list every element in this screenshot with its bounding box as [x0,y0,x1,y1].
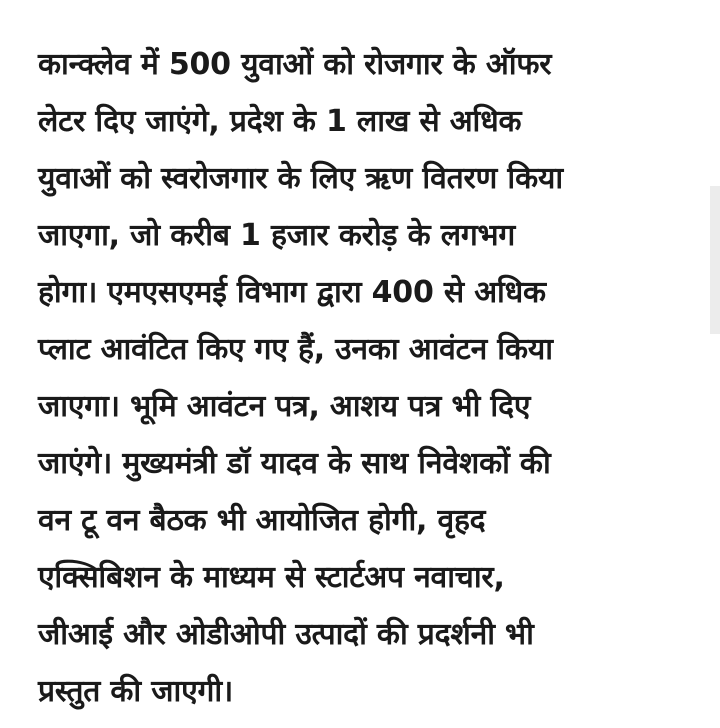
text-line: होगा। एमएसएमई विभाग द्वारा 400 से अधिक [38,275,546,310]
text-line: जाएगा, जो करीब 1 हजार करोड़ के लगभग [38,218,516,253]
text-line: एक्सिबिशन के माध्यम से स्टार्टअप नवाचार, [38,560,505,595]
text-line: कान्क्लेव में 500 युवाओं को रोजगार के ऑफर [38,47,552,82]
text-line: प्लाट आवंटित किए गए हैं, उनका आवंटन किया [38,332,553,367]
text-line: जाएगा। भूमि आवंटन पत्र, आशय पत्र भी दिए [38,389,531,424]
text-line: जाएंगे। मुख्यमंत्री डॉ यादव के साथ निवेशकों की [38,446,551,481]
text-line: प्रस्तुत की जाएगी। [38,674,234,709]
text-line: जीआई और ओडीओपी उत्पादों की प्रदर्शनी भी [38,617,534,652]
text-line: लेटर दिए जाएंगे, प्रदेश के 1 लाख से अधिक [38,104,522,139]
text-line: युवाओं को स्वरोजगार के लिए ऋण वितरण किया [38,161,563,196]
scroll-edge [710,186,720,334]
text-line: वन टू वन बैठक भी आयोजित होगी, वृहद [38,503,486,538]
article-text [38,36,688,720]
